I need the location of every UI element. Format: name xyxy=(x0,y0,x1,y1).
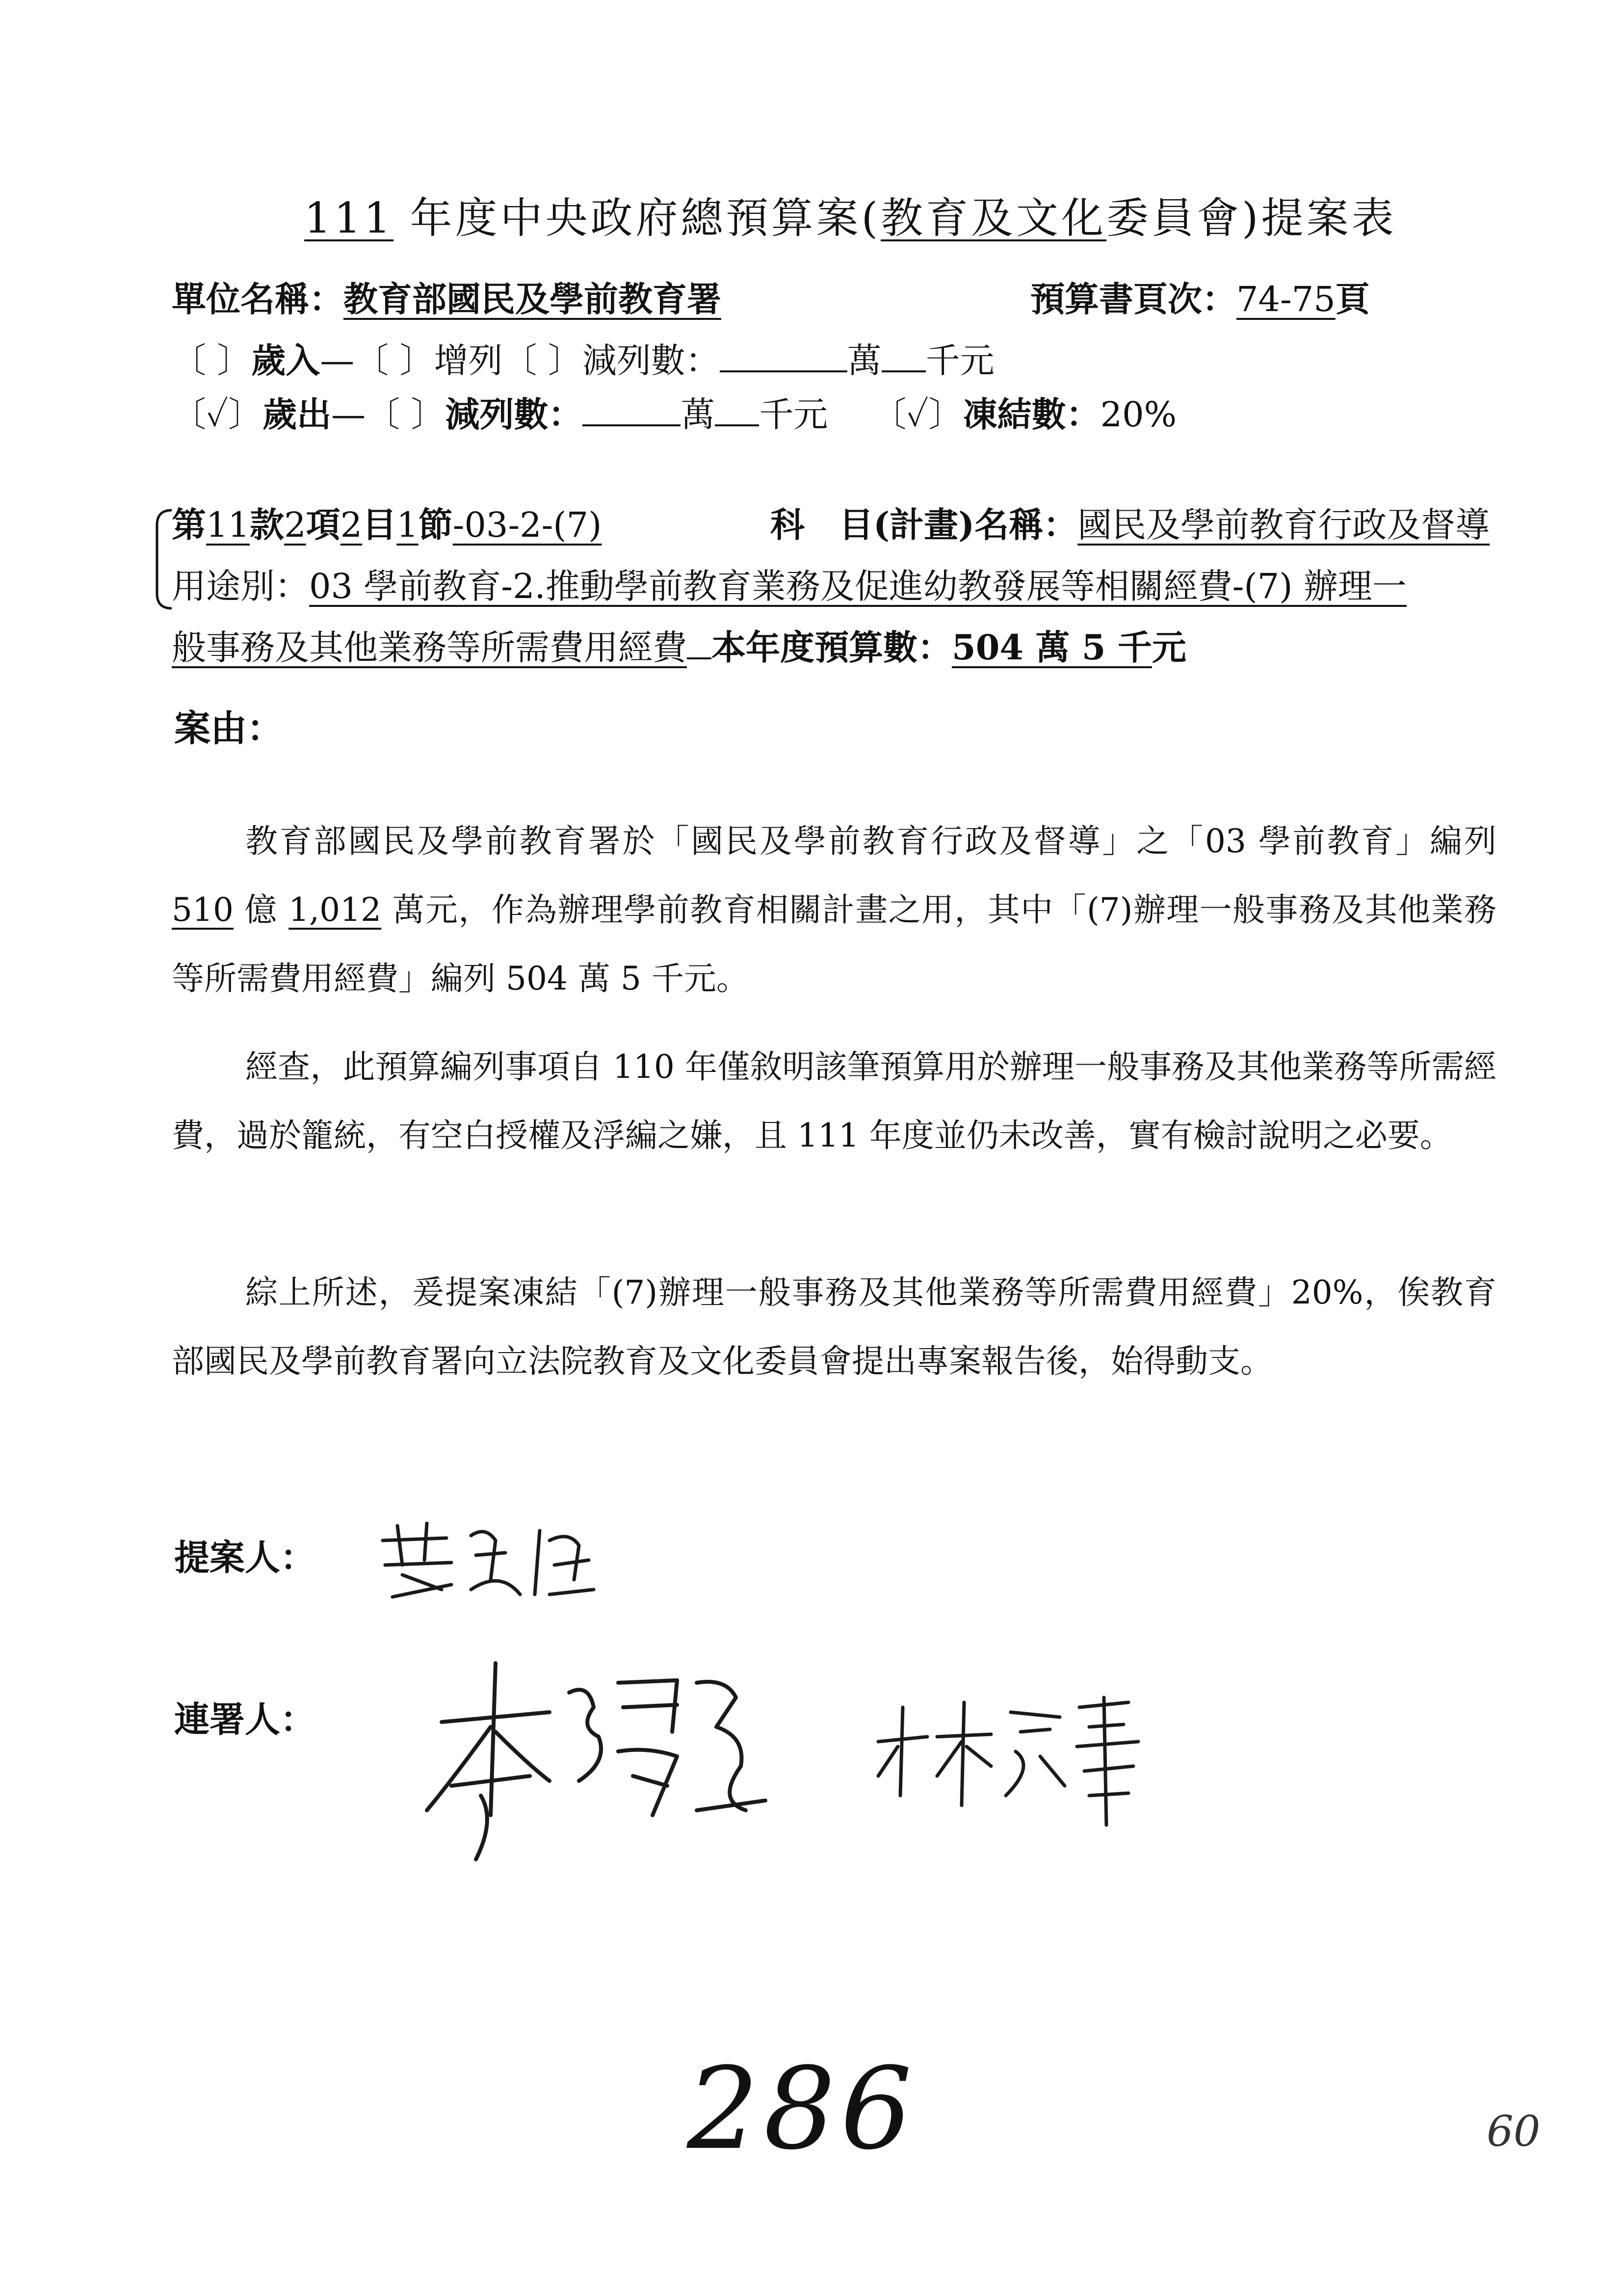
revenue-wan: 萬 xyxy=(847,340,882,381)
xiang-suffix: 項 xyxy=(306,504,341,545)
unit-label: 單位名稱： xyxy=(172,279,343,319)
budget-amount-value: 504 萬 5 千 xyxy=(952,627,1152,668)
handwritten-page-number: 286 xyxy=(687,2044,917,2175)
freeze-checkbox: 〔✓〕 xyxy=(872,394,963,435)
jie-suffix: 節 xyxy=(418,504,453,545)
p1-amount-wan: 1,012 xyxy=(288,891,382,929)
expense-row xyxy=(172,392,1177,437)
p1-amount-yi: 510 xyxy=(172,891,234,929)
revenue-qian: 千元 xyxy=(925,340,995,381)
usage-value-2: 般事務及其他業務等所需費用經費 xyxy=(172,627,687,668)
jie-number: 1 xyxy=(396,505,419,545)
budget-page-suffix: 頁 xyxy=(1335,279,1370,319)
expense-qian-blank xyxy=(715,394,759,426)
expense-decrease-checkbox: 〔 〕 xyxy=(366,394,445,435)
kuan-suffix: 款 xyxy=(250,504,285,545)
xiang-number: 2 xyxy=(284,505,306,545)
revenue-qian-blank xyxy=(882,340,926,372)
p1-text-e: 萬元，作為辦理學前教育相關計畫之用，其中「(7)辦理一般事務及其他業務等所需費用經費」編列 504 萬 5 千元。 xyxy=(172,891,1496,997)
expense-wan: 萬 xyxy=(681,394,715,435)
freeze-label: 凍結數： xyxy=(963,394,1100,435)
budget-amount-suffix: 元 xyxy=(1152,627,1186,668)
revenue-row xyxy=(172,339,995,383)
title-year: 111 xyxy=(304,194,394,243)
reason-paragraph-3: 綜上所述，爰提案凍結「(7)辦理一般事務及其他業務等所需費用經費」20%，俟教育部國民及學前教育署向立法院教育及文化委員會提出專案報告後，始得動支。 xyxy=(172,1274,1496,1380)
revenue-checkbox: 〔 〕 xyxy=(172,340,252,381)
kuan-prefix: 第 xyxy=(172,504,206,545)
subject-row xyxy=(770,503,1490,547)
item-code: -03-2-(7) xyxy=(452,505,602,545)
decrease-label: 減列數： xyxy=(582,340,720,381)
expense-qian: 千元 xyxy=(759,394,828,435)
mu-number: 2 xyxy=(340,505,363,545)
subject-value: 國民及學前教育行政及督導 xyxy=(1077,505,1490,545)
form-title xyxy=(304,194,1397,243)
budget-page-value: 74-75 xyxy=(1236,279,1336,319)
budget-amount-label: 本年度預算數： xyxy=(711,627,952,668)
cosigner-signature-1 xyxy=(422,1653,775,1908)
corner-number: 60 xyxy=(1487,2107,1541,2156)
increase-checkbox: 〔 〕 xyxy=(354,340,434,381)
usage-value-1: 03 學前教育-2.推動學前教育業務及促進幼教發展等相關經費-(7) 辦理一 xyxy=(309,566,1407,606)
unit-row xyxy=(172,277,721,321)
item-code-row xyxy=(172,503,602,547)
reason-paragraph-2: 經查，此預算編列事項自 110 年僅敘明該筆預算用於辦理一般事務及其他業務等所需經費，過於籠統，有空白授權及浮編之嫌，且 111 年度並仍未改善，實有檢討說明之必要。 xyxy=(172,1048,1496,1154)
revenue-dash: — xyxy=(320,340,355,381)
revenue-label: 歲入 xyxy=(251,340,320,381)
proposer-signature xyxy=(373,1511,608,1609)
expense-label: 歲出 xyxy=(262,394,332,435)
budget-page-label: 預算書頁次： xyxy=(1030,279,1236,319)
usage-row-2 xyxy=(172,626,1186,670)
title-part2: 委員會)提案表 xyxy=(1106,194,1397,243)
expense-decrease-label: 減列數： xyxy=(445,394,583,435)
revenue-wan-blank xyxy=(720,340,847,372)
decrease-checkbox: 〔 〕 xyxy=(502,340,582,381)
expense-dash: — xyxy=(331,394,366,435)
title-committee: 教育及文化 xyxy=(881,194,1107,243)
reason-heading: 案由： xyxy=(174,707,283,750)
title-part1: 年度中央政府總預算案( xyxy=(393,194,881,243)
proposer-label: 提案人： xyxy=(174,1537,316,1578)
expense-wan-blank xyxy=(582,394,681,426)
reason-paragraph-1 xyxy=(172,807,1496,1013)
budget-page-row xyxy=(1030,277,1370,321)
p1-text-a: 教育部國民及學前教育署於「國民及學前教育行政及督導」之「03 學前教育」編列 xyxy=(245,822,1496,860)
usage-label: 用途別： xyxy=(172,566,309,606)
subject-label: 科 目(計畫)名稱： xyxy=(770,504,1078,545)
cosigner-signature-2 xyxy=(873,1688,1148,1835)
usage-row xyxy=(172,564,1407,608)
kuan-number: 11 xyxy=(206,505,250,545)
p1-text-c: 億 xyxy=(233,891,289,929)
increase-label: 增列 xyxy=(434,340,503,381)
unit-value: 教育部國民及學前教育署 xyxy=(343,279,721,319)
expense-checkbox: 〔✓〕 xyxy=(172,394,263,435)
cosigner-label: 連署人： xyxy=(174,1698,316,1740)
freeze-value: 20% xyxy=(1100,394,1177,435)
mu-suffix: 目 xyxy=(362,504,397,545)
